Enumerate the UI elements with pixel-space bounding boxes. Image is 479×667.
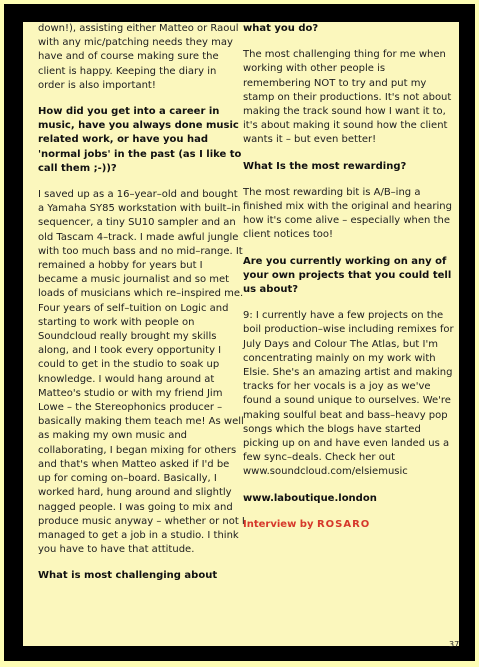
paragraph-projects-answer: 9: I currently have a few projects on the boil production–wise including remixes for July Days and Colour The Atlas, but I'm concentrating mainly on my work with Elsie. She's an amazing artist and making tracks for her vocals is a joy as we've found a sound unique to ourselves. We're making soulful beat and bass–heavy pop songs which the blogs have started picking up on and have even landed us a few sync–deals. Check her out www.soundcloud.com/elsiemusic [243,310,454,478]
paragraph-duties: down!), assisting either Matteo or Raoul with any mic/patching needs they may have and of course making sure the client is happy. Keeping the diary in order is also important! [38,23,239,91]
question-projects: Are you currently working on any of your own projects that you could tell us about? [243,255,452,296]
interview-credit [243,518,455,532]
paragraph-rewarding-answer: The most rewarding bit is A/B–ing a finished mix with the original and hearing how it's come alive – especially when the client notices too! [243,186,452,241]
interviewer-logo: ROSARO [316,518,371,530]
question-rewarding: What Is the most rewarding? [243,160,407,172]
website-link[interactable]: www.laboutique.london [243,492,377,504]
paragraph-challenging-answer: The most challenging thing for me when working with other people is remembering NOT to try and put my stamp on their productions. It's not about making the track sound how I want it to, it's about making it sound how the client wants it – but even better! [243,49,452,146]
left-column [38,22,245,596]
question-career: How did you get into a career in music, have you always done music related work, or have you had 'normal jobs' in the past (as I like to call them ;-))? [38,106,242,174]
paragraph-career-answer: I saved up as a 16–year–old and bought a Yamaha SY85 workstation with built–in sequencer, a tiny SU10 sampler and an old Tascam 4–track. I made awful jungle with too much bass and no mid–range. It remained a hobby for years but I became a music journalist and so met loads of musicians which re–inspired me. Four years of self–tuition on Logic and starting to work with people on Soundcloud really brought my skills along, and I took every opportunity I could to get in the studio to soak up knowledge. I would hang around at Matteo's studio or with my friend Jim Lowe – the Stereophonics producer – basically making them teach me! As well as making my own music and collaborating, I began mixing for others and that's when Matteo asked if I'd be up for coming on–board. Basically, I worked hard, hung around and slightly nagged people. I was going to mix and produce music anyway – whether or not I managed to get a job in a studio. I think you have to have that attitude. [38,189,245,556]
credit-prefix: Interview by [243,518,314,530]
page-number: 37 [449,640,460,649]
question-challenging-end: what you do? [243,23,319,34]
question-challenging-start: What is most challenging about [38,570,218,582]
right-column [243,22,455,532]
